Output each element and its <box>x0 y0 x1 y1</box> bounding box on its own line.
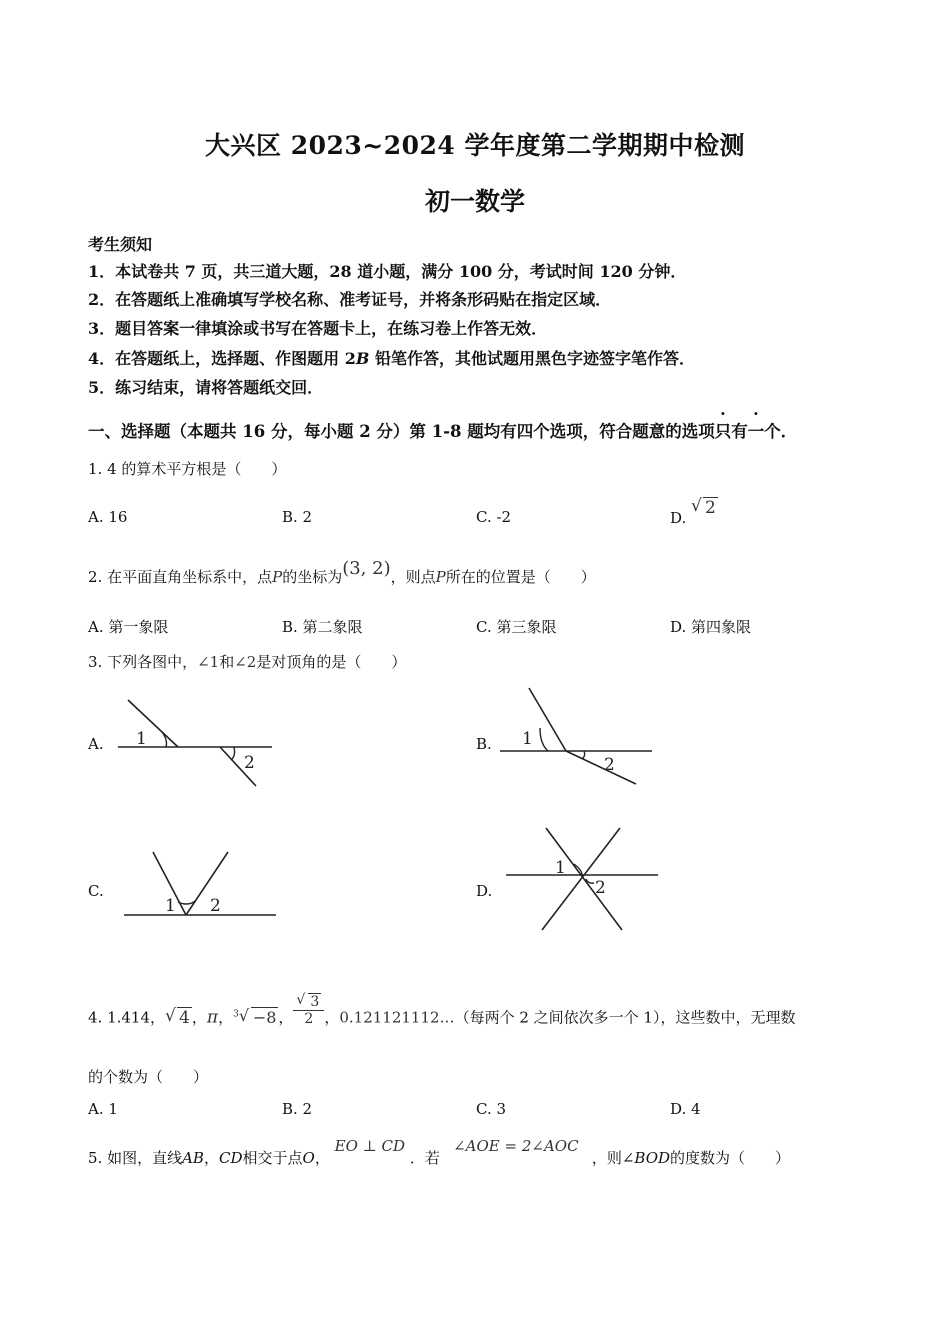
cube-root-neg-8 <box>233 1008 278 1027</box>
q3-angle-2: ∠2 <box>234 653 257 671</box>
notice-item-4-b: B <box>355 349 370 368</box>
q2-text-b: 的坐标为 <box>282 568 343 586</box>
q4-option-c: C. 3 <box>476 1100 507 1118</box>
question-3-stem <box>88 651 406 672</box>
q5-text-e: 的度数为（ ） <box>670 1149 791 1167</box>
q4-sep-1: ， <box>191 1008 207 1027</box>
question-5-stem <box>88 1137 791 1168</box>
q3-text-b: 和 <box>219 653 235 671</box>
fig-d-line-1 <box>546 828 622 930</box>
q5-text-a: 5. 如图，直线 <box>88 1149 183 1167</box>
cbrt-value: −8 <box>252 1007 277 1027</box>
q3-text-c: 是对顶角的是（ ） <box>256 653 407 671</box>
fraction-denominator: 2 <box>304 1011 314 1027</box>
q3-option-d-label: D. <box>476 882 493 900</box>
q5-line-ab: AB <box>182 1149 204 1167</box>
q2-option-c: C. 第三象限 <box>476 618 557 636</box>
notice-item-4-text: 4．在答题纸上，选择题、作图题用 2 <box>88 349 356 368</box>
q3-option-b-label: B. <box>476 735 492 753</box>
fig-b-line-1 <box>529 688 566 751</box>
q1-option-b: B. 2 <box>282 508 313 526</box>
fraction-sqrt3-over-2 <box>293 994 324 1027</box>
notice-heading: 考生须知 <box>88 235 153 254</box>
fig-c-line-2 <box>186 852 228 915</box>
cbrt-radical <box>239 1008 279 1027</box>
q3-angle-1: ∠1 <box>197 653 220 671</box>
q5-comma-2: ， <box>314 1149 330 1167</box>
q2-option-a: A. 第一象限 <box>88 618 169 636</box>
q2-option-d: D. 第四象限 <box>670 618 752 636</box>
fig-d-line-2 <box>542 828 620 930</box>
q1-option-c: C. -2 <box>476 508 512 526</box>
cbrt-index: 3 <box>233 1009 239 1020</box>
notice-item-5: 5．练习结束，请将答题纸交回． <box>88 378 324 397</box>
question-4-stem <box>88 994 796 1035</box>
fig-b-arc-1 <box>540 728 548 751</box>
fig-a-arc-2 <box>231 747 235 760</box>
fig-d-arc-1 <box>574 864 582 875</box>
q2-text-c: ，则点 <box>390 568 436 586</box>
q2-text-d: 所在的位置是（ ） <box>445 568 596 586</box>
question-1-stem: 1. 4 的算术平方根是（ ） <box>88 460 287 478</box>
q2-option-b: B. 第二象限 <box>282 618 363 636</box>
q4-tail: （每两个 2 之间依次多一个 1），这些数中，无理数 <box>454 1008 796 1027</box>
q2-text-a: 2. 在平面直角坐标系中，点 <box>88 568 273 586</box>
fraction-numerator <box>293 994 324 1011</box>
sqrt-2 <box>691 498 718 518</box>
fig-d-label-2: 2 <box>595 878 606 898</box>
q5-line-cd: CD <box>218 1149 243 1167</box>
q5-angle-bod: BOD <box>634 1149 671 1167</box>
q3-figure-b <box>496 684 666 794</box>
q5-condition-angle: ∠AOE = 2∠AOC <box>453 1137 579 1155</box>
q2-coordinate: (3, 2) <box>342 558 391 579</box>
exam-subject: 初一数学 <box>424 187 525 216</box>
q3-figure-d <box>502 824 667 936</box>
fig-d-label-1: 1 <box>555 858 566 878</box>
q2-point-p: P <box>272 568 283 586</box>
exam-title: 大兴区 2023~2024 学年度第二学期期中检测 <box>204 131 746 160</box>
q3-text-a: 3. 下列各图中， <box>88 653 198 671</box>
fig-c-label-1: 1 <box>165 896 176 916</box>
q3-option-c-label: C. <box>88 882 104 900</box>
q3-figure-c <box>118 848 288 923</box>
fig-a-arc-1 <box>162 732 167 747</box>
fig-a-label-2: 2 <box>244 753 255 773</box>
section-1-tail: 个． <box>764 422 798 441</box>
notice-item-1: 1．本试卷共 7 页，共三道大题，28 道小题，满分 100 分，考试时间 120 分钟． <box>88 262 687 281</box>
section-1-heading <box>88 418 797 442</box>
q1-option-a: A. 16 <box>88 508 128 526</box>
sqrt-4-value: 4 <box>179 1007 190 1028</box>
q1-option-d-label: D. <box>670 509 687 527</box>
q5-point-o: O <box>302 1149 315 1167</box>
q5-text-b: 相交于点 <box>242 1149 303 1167</box>
fig-a-label-1: 1 <box>136 729 147 749</box>
sqrt-3-value: 3 <box>310 994 320 1010</box>
sqrt-2-value: 2 <box>705 498 716 518</box>
q4-option-a: A. 1 <box>88 1100 118 1118</box>
sqrt-4 <box>165 1008 192 1028</box>
emphasis-one: 一 <box>747 422 765 441</box>
question-2-stem <box>88 558 596 587</box>
q3-option-a-label: A. <box>88 735 104 753</box>
q5-condition-perpendicular: EO ⊥ CD <box>334 1137 406 1155</box>
q1-option-d <box>670 498 718 528</box>
question-4-line-2: 的个数为（ ） <box>88 1068 209 1086</box>
emphasis-only: 只 <box>714 422 732 441</box>
pi-symbol: π <box>206 1007 219 1028</box>
fig-b-label-1: 1 <box>522 729 533 749</box>
section-1-text: 一、选择题（本题共 16 分，每小题 2 分）第 1-8 题均有四个选项，符合题意的选项 <box>88 422 715 441</box>
fig-b-arc-2 <box>582 751 585 759</box>
q2-point-p-2: P <box>435 568 446 586</box>
q5-text-d: ，则∠ <box>591 1149 635 1167</box>
q4-sep-2: ， <box>218 1008 234 1027</box>
q4-lead: 4. 1.414， <box>88 1008 166 1027</box>
notice-item-4 <box>88 346 695 369</box>
fig-c-arc <box>178 901 195 904</box>
fig-c-label-2: 2 <box>210 896 221 916</box>
sqrt-3 <box>296 994 321 1010</box>
q5-text-c: ．若 <box>409 1149 440 1167</box>
q4-option-b: B. 2 <box>282 1100 313 1118</box>
fig-b-line-2 <box>566 751 636 784</box>
q5-comma: ， <box>203 1149 219 1167</box>
notice-item-4-rest: 铅笔作答，其他试题用黑色字迹签字笔作答． <box>369 349 695 368</box>
fig-b-label-2: 2 <box>604 755 615 775</box>
section-1-mid: 有 <box>731 422 748 441</box>
notice-item-2: 2．在答题纸上准确填写学校名称、准考证号，并将条形码贴在指定区域． <box>88 290 612 309</box>
repeating-decimal: 0.121121112… <box>339 1008 455 1027</box>
q3-figure-a <box>110 690 290 800</box>
notice-item-3: 3．题目答案一律填涂或书写在答题卡上，在练习卷上作答无效． <box>88 319 548 338</box>
q4-sep-4: ， <box>324 1008 340 1027</box>
q4-sep-3: ， <box>278 1008 294 1027</box>
q4-option-d: D. 4 <box>670 1100 701 1118</box>
